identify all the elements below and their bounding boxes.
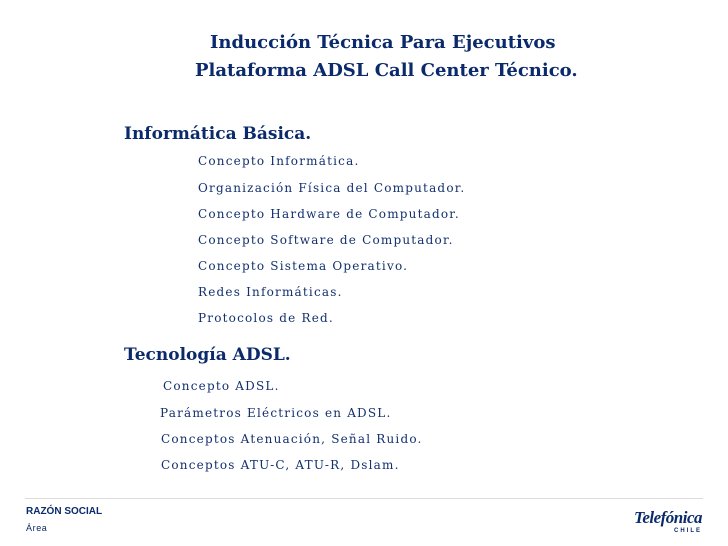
list-item: Organización Física del Computador. — [198, 181, 466, 195]
list-item: Concepto Informática. — [198, 154, 360, 168]
list-item: Conceptos Atenuación, Señal Ruido. — [161, 432, 423, 446]
section-heading-informatica: Informática Básica. — [124, 124, 312, 144]
telefonica-logo — [634, 508, 706, 540]
footer-company — [26, 506, 102, 533]
list-item: Concepto ADSL. — [163, 379, 280, 393]
list-item: Conceptos ATU-C, ATU-R, Dslam. — [161, 458, 400, 472]
list-item: Concepto Software de Computador. — [198, 233, 454, 247]
logo-wordmark: Telefónica — [634, 508, 703, 527]
list-item: Concepto Hardware de Computador. — [198, 207, 460, 221]
logo-country: CHILE — [674, 528, 702, 534]
area-label: Área — [26, 523, 48, 533]
list-item: Concepto Sistema Operativo. — [198, 259, 409, 273]
title-line-2: Plataforma ADSL Call Center Técnico. — [195, 60, 578, 81]
title-line-1: Inducción Técnica Para Ejecutivos — [210, 32, 556, 53]
footer-divider — [25, 498, 703, 499]
list-item: Redes Informáticas. — [198, 285, 343, 299]
list-item: Protocolos de Red. — [198, 311, 334, 325]
razon-social: RAZÓN SOCIAL — [26, 506, 103, 517]
list-item: Parámetros Eléctricos en ADSL. — [160, 406, 392, 420]
section-heading-adsl: Tecnología ADSL. — [124, 345, 291, 365]
